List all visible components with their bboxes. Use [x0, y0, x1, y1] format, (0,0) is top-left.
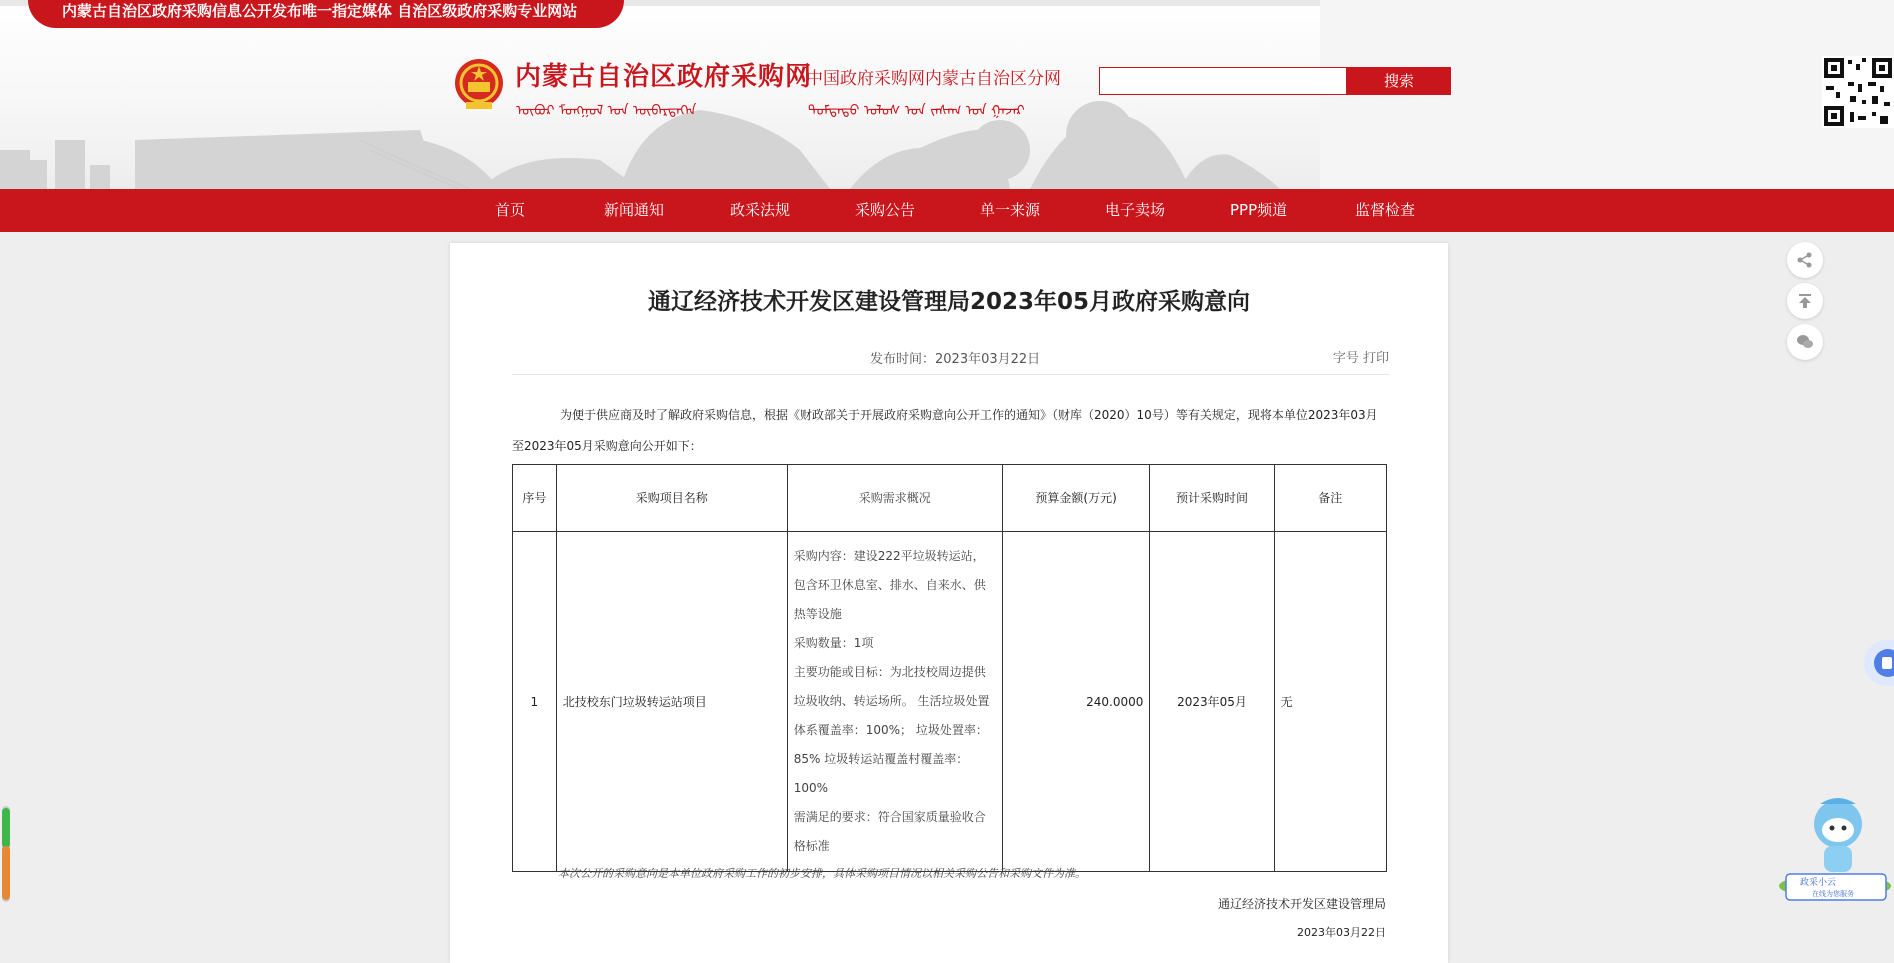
national-emblem-icon [454, 58, 504, 112]
cell-name: 北技校东门垃圾转运站项目 [556, 532, 787, 872]
back-to-top-button[interactable] [1787, 283, 1823, 319]
mongolian-subtitle: ᠳᠤᠮᠳᠠᠳᠤ ᠤᠯᠤᠰ ᠤᠨ ᠵᠠᠰᠠᠭ ᠤᠨ ᠭᠠᠵᠠᠷ [808, 103, 1025, 119]
article-panel [450, 243, 1448, 963]
desc-line: 需满足的要求：符合国家质量验收合格标准 [793, 810, 986, 853]
header-note: 备注 [1274, 465, 1386, 532]
cell-desc [787, 532, 1002, 872]
nav-item-regulations[interactable]: 政采法规 [730, 201, 791, 219]
article-intro: 为便于供应商及时了解政府采购信息，根据《财政部关于开展政府采购意向公开工作的通知》（财库（2020）10号）等有关规定，现将本单位2023年03月至2023年05月采购意向公开如下： [512, 408, 1378, 453]
procurement-table [512, 464, 1387, 872]
nav-item-e-mall[interactable]: 电子卖场 [1105, 201, 1166, 219]
site-title: 内蒙古自治区政府采购网 [515, 62, 813, 92]
nav-item-supervision[interactable]: 监督检查 [1355, 201, 1416, 219]
wechat-button[interactable] [1787, 324, 1823, 360]
qr-code-icon [1822, 56, 1894, 128]
header-time: 预计采购时间 [1150, 465, 1274, 532]
arrow-up-icon [1796, 292, 1814, 310]
cell-note: 无 [1274, 532, 1386, 872]
cell-amount: 240.0000 [1002, 532, 1150, 872]
cell-time: 2023年05月 [1150, 532, 1274, 872]
search-input[interactable] [1099, 67, 1347, 95]
desc-line: 采购数量：1项 [793, 636, 874, 650]
nav-item-ppp[interactable]: PPP频道 [1230, 201, 1288, 219]
nav-item-single-source[interactable]: 单一来源 [980, 201, 1041, 219]
header-seq: 序号 [513, 465, 557, 532]
nav-item-news[interactable]: 新闻通知 [604, 201, 665, 219]
wechat-icon [1796, 333, 1814, 351]
nav-item-home[interactable]: 首页 [495, 201, 526, 219]
signature-org: 通辽经济技术开发区建设管理局 [1217, 897, 1386, 911]
mascot-label: 政采小云 [1800, 878, 1837, 888]
mascot-sub: 在线为您服务 [1812, 890, 1854, 898]
site-header [0, 0, 1894, 189]
table-row [513, 532, 1387, 872]
chat-icon [1864, 640, 1894, 686]
share-icon [1796, 251, 1814, 269]
publish-date: 发布时间：2023年03月22日 [870, 352, 1041, 367]
search-button[interactable]: 搜索 [1347, 67, 1451, 95]
header-name: 采购项目名称 [556, 465, 787, 532]
site-subtitle: 中国政府采购网内蒙古自治区分网 [806, 69, 1061, 89]
nav-item-announcements[interactable]: 采购公告 [855, 201, 916, 219]
header-amount: 预算金额(万元) [1002, 465, 1150, 532]
signature-date: 2023年03月22日 [1297, 926, 1386, 939]
desc-line: 主要功能或目标：为北技校周边提供垃圾收纳、转运场所。 生活垃圾处置体系覆盖率：100%； 垃圾处置率：85% 垃圾转运站覆盖村覆盖率：100% [793, 665, 990, 795]
header-desc: 采购需求概况 [787, 465, 1002, 532]
desc-line: 采购内容：建设222平垃圾转运站，包含环卫休息室、排水、自来水、供热等设施 [793, 549, 986, 621]
vertical-slider[interactable] [0, 806, 12, 902]
share-button[interactable] [1787, 242, 1823, 278]
font-size-print-tools[interactable]: 字号 打印 [1332, 351, 1389, 366]
footnote: 本次公开的采购意向是本单位政府采购工作的初步安排，具体采购项目情况以相关采购公告和采购文件为准。 [558, 867, 1086, 880]
main-nav [0, 189, 1894, 232]
article-title: 通辽经济技术开发区建设管理局2023年05月政府采购意向 [647, 289, 1251, 315]
side-chat-tab[interactable] [1864, 640, 1894, 686]
mongolian-title: ᠥᠪᠥᠷ ᠮᠣᠩᠭᠣᠯ ᠤᠨ ᠥᠪᠡᠷᠲᠡᠭᠡᠨ [516, 103, 697, 119]
top-banner: 内蒙古自治区政府采购信息公开发布唯一指定媒体 自治区级政府采购专业网站 [28, 0, 624, 28]
divider [512, 374, 1389, 375]
cell-seq: 1 [513, 532, 557, 872]
mascot-assistant-icon[interactable] [1776, 790, 1894, 902]
table-header-row [513, 465, 1387, 532]
